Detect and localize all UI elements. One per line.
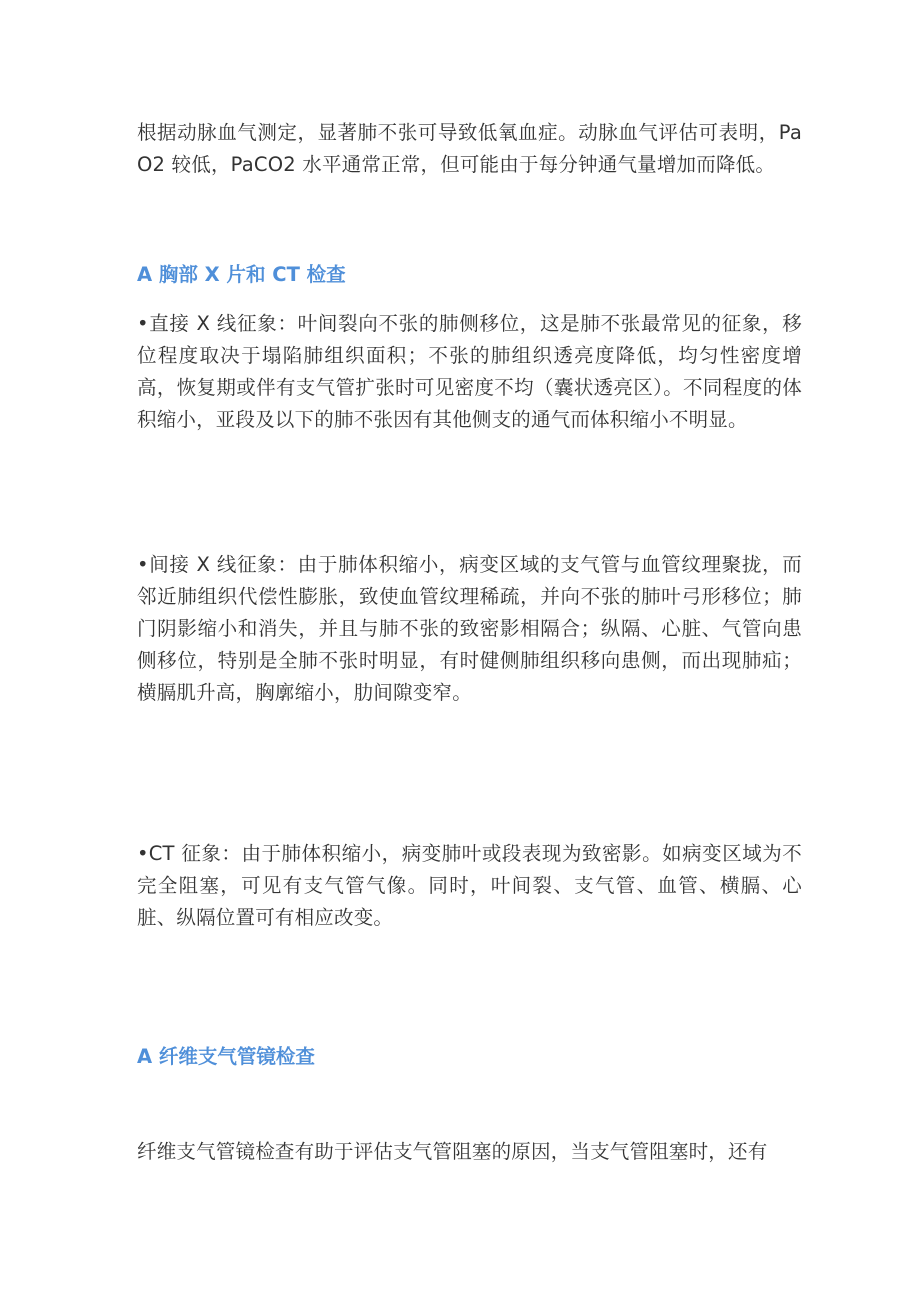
paragraph-direct-xray-signs: •直接 X 线征象：叶间裂向不张的肺侧移位，这是肺不张最常见的征象，移位程度取决于塌陷肺组织面积；不张的肺组织透亮度降低，均匀性密度增高，恢复期或伴有支气管扩张时可见密度不均（囊状透亮区）。不同程度的体积缩小，亚段及以下的肺不张因有其他侧支的通气而体积缩小不明显。: [137, 312, 802, 431]
paragraph-ct-signs: •CT 征象：由于肺体积缩小，病变肺叶或段表现为致密影。如病变区域为不完全阻塞，可见有支气管气像。同时，叶间裂、支气管、血管、横膈、心脏、纵隔位置可有相应改变。: [137, 842, 802, 929]
heading-chest-xray-ct: A 胸部 X 片和 CT 检查: [137, 263, 346, 286]
heading-bronchoscopy: A 纤维支气管镜检查: [137, 1045, 315, 1068]
paragraph-blood-gas: 根据动脉血气测定，显著肺不张可导致低氧血症。动脉血气评估可表明，PaO2 较低，PaCO2 水平通常正常，但可能由于每分钟通气量增加而降低。: [137, 121, 802, 176]
paragraph-indirect-xray-signs: •间接 X 线征象：由于肺体积缩小，病变区域的支气管与血管纹理聚拢，而邻近肺组织代偿性膨胀，致使血管纹理稀疏，并向不张的肺叶弓形移位；肺门阴影缩小和消失，并且与肺不张的致密影相隔合；纵隔、心脏、气管向患侧移位，特别是全肺不张时明显，有时健侧肺组织移向患侧，而出现肺疝；横膈肌升高，胸廓缩小，肋间隙变窄。: [137, 553, 802, 704]
paragraph-bronchoscopy: 纤维支气管镜检查有助于评估支气管阻塞的原因，当支气管阻塞时，还有: [137, 1140, 768, 1163]
